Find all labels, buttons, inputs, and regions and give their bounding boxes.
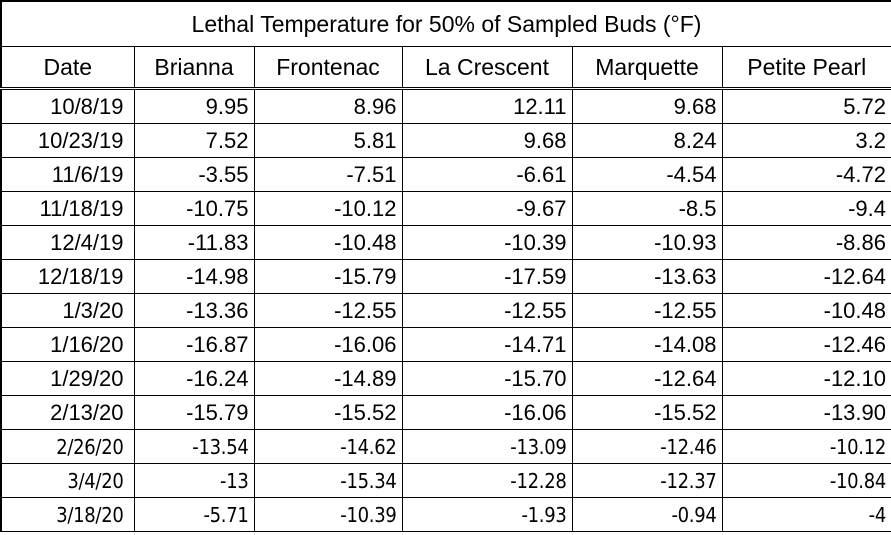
row-date-cell: 1/3/20 — [1, 294, 134, 328]
row-date-cell: 1/16/20 — [1, 328, 134, 362]
value-cell: -10.93 — [572, 226, 722, 260]
value-cell: -8.5 — [572, 192, 722, 226]
row-date-cell: 1/29/20 — [1, 362, 134, 396]
value-cell: -15.52 — [254, 396, 402, 430]
table-row — [1, 396, 891, 430]
value-cell: -10.48 — [254, 226, 402, 260]
row-date-cell: 2/13/20 — [1, 396, 134, 430]
value-cell: -10.12 — [722, 430, 891, 464]
row-date-cell: 3/18/20 — [1, 498, 134, 532]
value-cell: -15.52 — [572, 396, 722, 430]
value-cell: -15.34 — [254, 464, 402, 498]
value-cell: -7.51 — [254, 158, 402, 192]
value-cell: 9.68 — [572, 89, 722, 124]
value-cell: -3.55 — [134, 158, 254, 192]
value-cell: -8.86 — [722, 226, 891, 260]
table-row — [1, 158, 891, 192]
value-cell: -12.46 — [572, 430, 722, 464]
column-header-date: Date — [1, 47, 134, 89]
value-cell: -4 — [722, 498, 891, 532]
value-cell: -15.70 — [402, 362, 572, 396]
value-cell: -10.39 — [254, 498, 402, 532]
column-header-frontenac: Frontenac — [254, 47, 402, 89]
table-row — [1, 328, 891, 362]
value-cell: -9.4 — [722, 192, 891, 226]
value-cell: -14.71 — [402, 328, 572, 362]
value-cell: -13.36 — [134, 294, 254, 328]
value-cell: 9.95 — [134, 89, 254, 124]
value-cell: -10.39 — [402, 226, 572, 260]
table-row — [1, 294, 891, 328]
value-cell: -9.67 — [402, 192, 572, 226]
value-cell: -5.71 — [134, 498, 254, 532]
value-cell: -10.48 — [722, 294, 891, 328]
column-header-petite-pearl: Petite Pearl — [722, 47, 891, 89]
value-cell: -15.79 — [254, 260, 402, 294]
table-row — [1, 124, 891, 158]
value-cell: -16.24 — [134, 362, 254, 396]
value-cell: -16.06 — [254, 328, 402, 362]
value-cell: -16.06 — [402, 396, 572, 430]
value-cell: -15.79 — [134, 396, 254, 430]
value-cell: -4.72 — [722, 158, 891, 192]
table-body — [1, 89, 891, 532]
value-cell: -12.55 — [572, 294, 722, 328]
value-cell: -6.61 — [402, 158, 572, 192]
value-cell: -14.62 — [254, 430, 402, 464]
value-cell: -12.55 — [254, 294, 402, 328]
value-cell: -14.98 — [134, 260, 254, 294]
value-cell: -10.84 — [722, 464, 891, 498]
value-cell: 9.68 — [402, 124, 572, 158]
value-cell: 5.72 — [722, 89, 891, 124]
value-cell: -12.28 — [402, 464, 572, 498]
value-cell: -10.75 — [134, 192, 254, 226]
column-header-la-crescent: La Crescent — [402, 47, 572, 89]
value-cell: -1.93 — [402, 498, 572, 532]
value-cell: 8.24 — [572, 124, 722, 158]
table-row — [1, 362, 891, 396]
row-date-cell: 2/26/20 — [1, 430, 134, 464]
value-cell: -13.90 — [722, 396, 891, 430]
value-cell: 12.11 — [402, 89, 572, 124]
table-row — [1, 498, 891, 532]
row-date-cell: 11/18/19 — [1, 192, 134, 226]
row-date-cell: 3/4/20 — [1, 464, 134, 498]
value-cell: -10.12 — [254, 192, 402, 226]
value-cell: -16.87 — [134, 328, 254, 362]
value-cell: -13.09 — [402, 430, 572, 464]
row-date-cell: 12/4/19 — [1, 226, 134, 260]
row-date-cell: 11/6/19 — [1, 158, 134, 192]
value-cell: -0.94 — [572, 498, 722, 532]
value-cell: 3.2 — [722, 124, 891, 158]
row-date-cell: 12/18/19 — [1, 260, 134, 294]
value-cell: -13.54 — [134, 430, 254, 464]
column-header-marquette: Marquette — [572, 47, 722, 89]
table-row — [1, 89, 891, 124]
table-title: Lethal Temperature for 50% of Sampled Buds (°F) — [1, 1, 891, 47]
value-cell: 5.81 — [254, 124, 402, 158]
value-cell: -17.59 — [402, 260, 572, 294]
value-cell: -12.10 — [722, 362, 891, 396]
value-cell: -11.83 — [134, 226, 254, 260]
value-cell: -12.37 — [572, 464, 722, 498]
value-cell: -12.64 — [572, 362, 722, 396]
table-row — [1, 430, 891, 464]
table-row — [1, 260, 891, 294]
table-row — [1, 226, 891, 260]
value-cell: -12.55 — [402, 294, 572, 328]
value-cell: -13.63 — [572, 260, 722, 294]
row-date-cell: 10/23/19 — [1, 124, 134, 158]
value-cell: -14.89 — [254, 362, 402, 396]
value-cell: -4.54 — [572, 158, 722, 192]
value-cell: 8.96 — [254, 89, 402, 124]
header-row — [1, 47, 891, 89]
value-cell: 7.52 — [134, 124, 254, 158]
value-cell: -14.08 — [572, 328, 722, 362]
value-cell: -13 — [134, 464, 254, 498]
table-row — [1, 192, 891, 226]
table-row — [1, 464, 891, 498]
value-cell: -12.46 — [722, 328, 891, 362]
column-header-brianna: Brianna — [134, 47, 254, 89]
value-cell: -12.64 — [722, 260, 891, 294]
row-date-cell: 10/8/19 — [1, 89, 134, 124]
